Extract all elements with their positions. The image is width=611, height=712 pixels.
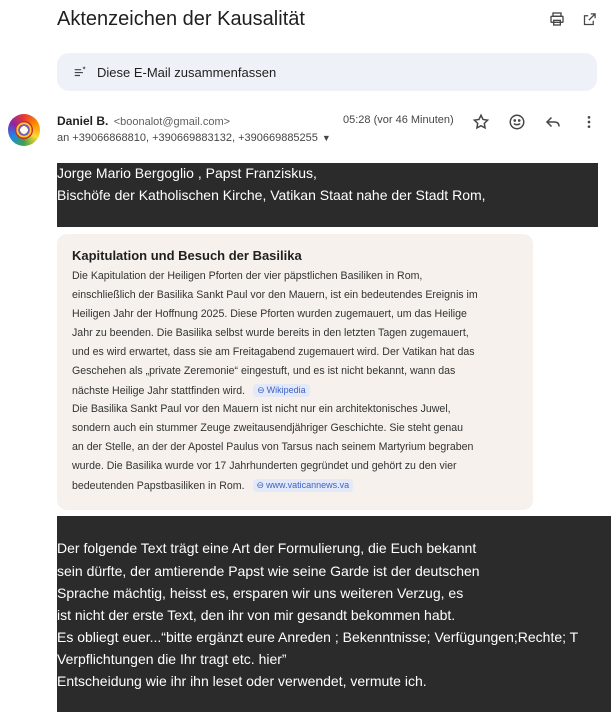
- card-line: einschließlich der Basilika Sankt Paul vor den Mauern, ist ein bedeutendes Ereignis im: [72, 289, 478, 301]
- card-line: Heiligen Jahr der Hoffnung 2025. Diese Pforten wurden zugemauert, um das Heilige: [72, 308, 467, 320]
- source-label: Wikipedia: [266, 385, 306, 395]
- summarize-label: Diese E-Mail zusammenfassen: [97, 64, 277, 80]
- card-line-text: nächste Heilige Jahr stattfinden wird.: [72, 385, 246, 397]
- card-line: Geschehen als „private Zeremonie“ eingestuft, und es ist nicht bekannt, wann das: [72, 365, 456, 377]
- message-line: Jorge Mario Bergoglio , Papst Franziskus,: [57, 165, 317, 181]
- message-line: Verpflichtungen die Ihr tragt etc. hier”: [57, 651, 287, 667]
- card-line: [72, 384, 310, 397]
- avatar[interactable]: [8, 114, 40, 146]
- print-icon[interactable]: [548, 10, 566, 28]
- card-line: Die Basilika Sankt Paul vor den Mauern ist nicht nur ein architektonisches Juwel,: [72, 403, 451, 415]
- email-timestamp: 05:28 (vor 46 Minuten): [343, 114, 454, 126]
- message-line: Es obliegt euer...“bitte ergänzt eure Anreden ; Bekenntnisse; Verfügungen;Rechte; T: [57, 629, 579, 645]
- summarize-email-button[interactable]: [57, 53, 597, 91]
- sender-line: [57, 114, 230, 128]
- message-line: Entscheidung wie ihr ihn leset oder verwendet, vermute ich.: [57, 673, 427, 689]
- card-line: Jahr zu beenden. Die Basilika selbst wurde bereits in den letzten Tagen zugemauert,: [72, 327, 469, 339]
- recipients-text: an +39066868810, +390669883132, +390669885255: [57, 132, 318, 144]
- card-line: sondern auch ein stummer Zeuge zweitausendjähriger Geschichte. Sie steht genau: [72, 422, 464, 434]
- source-chip-wikipedia[interactable]: [253, 384, 310, 397]
- message-line: Bischöfe der Katholischen Kirche, Vatikan Staat nahe der Stadt Rom,: [57, 187, 486, 203]
- message-line: sein dürfte, der amtierende Papst wie seine Garde ist der deutschen: [57, 563, 480, 579]
- chevron-down-icon[interactable]: ▼: [321, 133, 331, 143]
- sender-email: <boonalot@gmail.com>: [113, 116, 231, 128]
- message-line: Sprache mächtig, heisst es, ersparen wir uns weiteren Verzug, es: [57, 585, 464, 601]
- link-icon: ⊖: [257, 385, 265, 395]
- card-title: Kapitulation und Besuch der Basilika: [72, 248, 302, 263]
- source-label: www.vaticannews.va: [266, 480, 350, 490]
- message-body-block: [57, 516, 611, 712]
- message-line: Der folgende Text trägt eine Art der Formulierung, die Euch bekannt: [57, 540, 477, 556]
- message-line: ist nicht der erste Text, den ihr von mir gesandt bekommen habt.: [57, 607, 456, 623]
- link-icon: ⊖: [256, 480, 265, 490]
- card-line: und es wird erwartet, dass sie am Freitagabend zugemauert wird. Der Vatikan hat das: [72, 346, 475, 358]
- card-line: an der Stelle, an der der Apostel Paulus von Tarsus nach seinem Martyrium begraben: [72, 441, 474, 453]
- card-line: [72, 479, 353, 492]
- email-subject: Aktenzeichen der Kausalität: [57, 8, 305, 30]
- sparkle-list-icon: [73, 64, 89, 80]
- card-line: wurde. Die Basilika wurde vor 17 Jahrhunderten gegründet und gehört zu den vier: [72, 460, 457, 472]
- open-in-new-window-icon[interactable]: [580, 10, 598, 28]
- more-vert-icon[interactable]: [579, 112, 599, 132]
- card-line: Die Kapitulation der Heiligen Pforten der vier päpstlichen Basiliken in Rom,: [72, 270, 423, 282]
- quoted-info-card: [57, 234, 533, 510]
- reply-icon[interactable]: [543, 112, 563, 132]
- sender-name[interactable]: Daniel B.: [57, 114, 109, 128]
- message-header-block: [57, 163, 598, 227]
- card-line-text: bedeutenden Papstbasiliken in Rom.: [72, 480, 245, 492]
- star-icon[interactable]: [471, 112, 491, 132]
- recipients-line[interactable]: [57, 132, 331, 144]
- emoji-icon[interactable]: [507, 112, 527, 132]
- source-chip-vaticannews[interactable]: [253, 479, 354, 492]
